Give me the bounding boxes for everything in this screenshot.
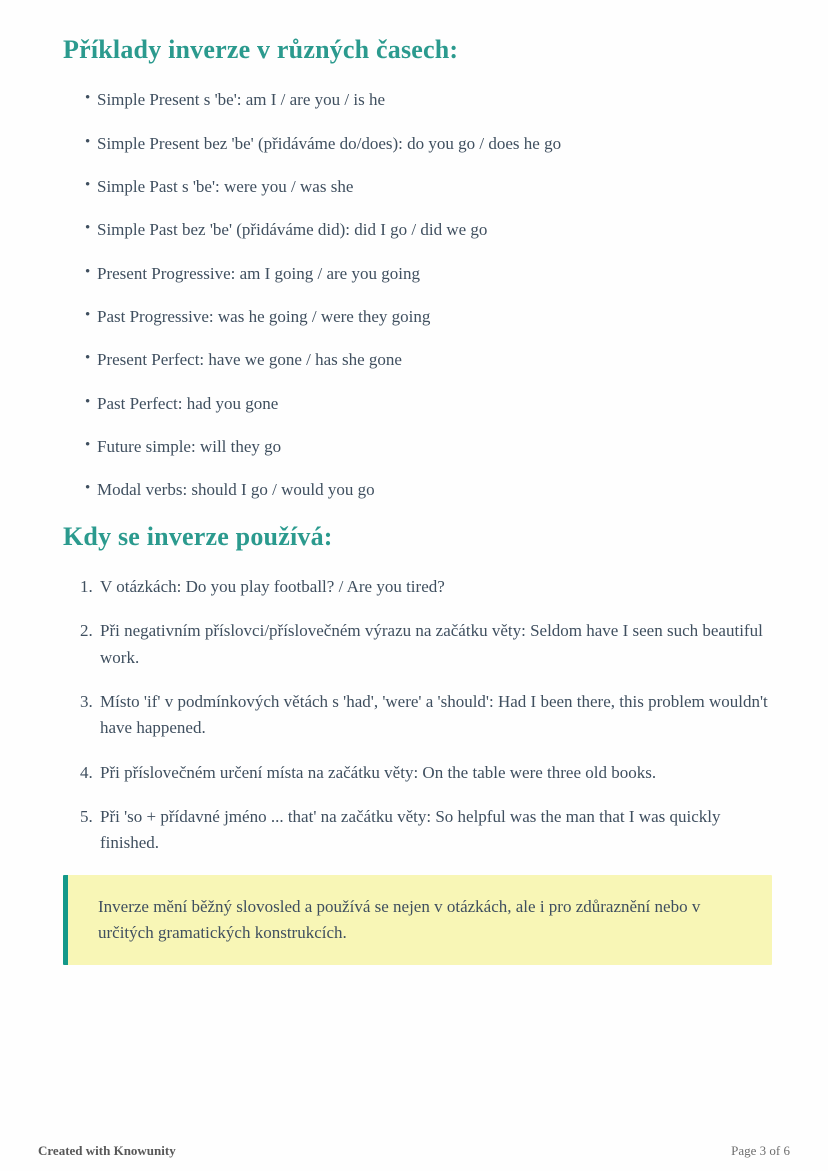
- list-item: • Simple Present bez 'be' (přidáváme do/does): do you go / does he go: [97, 131, 772, 157]
- list-item: • Future simple: will they go: [97, 434, 772, 460]
- examples-list: [63, 87, 772, 503]
- list-item: 5. Při 'so + přídavné jméno ... that' na začátku věty: So helpful was the man that I was quickly finished.: [97, 804, 772, 857]
- list-item: • Past Progressive: was he going / were they going: [97, 304, 772, 330]
- list-item: • Simple Past s 'be': were you / was she: [97, 174, 772, 200]
- list-item: • Modal verbs: should I go / would you go: [97, 477, 772, 503]
- list-item: • Simple Present s 'be': am I / are you / is he: [97, 87, 772, 113]
- list-item: 3. Místo 'if' v podmínkových větách s 'had', 'were' a 'should': Had I been there, this problem wouldn't have happened.: [97, 689, 772, 742]
- usage-list: [63, 574, 772, 857]
- section-heading-usage: Kdy se inverze používá:: [63, 521, 333, 551]
- callout-note: [63, 875, 772, 966]
- list-item: 2. Při negativním příslovci/příslovečném výrazu na začátku věty: Seldom have I seen such beautiful work.: [97, 618, 772, 671]
- list-item: • Present Perfect: have we gone / has she gone: [97, 347, 772, 373]
- callout-text: Inverze mění běžný slovosled a používá se nejen v otázkách, ale i pro zdůraznění nebo v určitých gramatických konstrukcích.: [98, 896, 701, 942]
- footer-branding: Created with Knowunity: [38, 1143, 176, 1158]
- list-item: • Past Perfect: had you gone: [97, 391, 772, 417]
- list-item: • Simple Past bez 'be' (přidáváme did): did I go / did we go: [97, 217, 772, 243]
- list-item: 1. V otázkách: Do you play football? / Are you tired?: [97, 574, 772, 600]
- footer-page-number: Page 3 of 6: [731, 1143, 790, 1158]
- section-heading-examples: Příklady inverze v různých časech:: [63, 35, 459, 64]
- page-footer: [38, 1143, 790, 1159]
- list-item: • Present Progressive: am I going / are you going: [97, 261, 772, 287]
- list-item: 4. Při příslovečném určení místa na začátku věty: On the table were three old books.: [97, 760, 772, 786]
